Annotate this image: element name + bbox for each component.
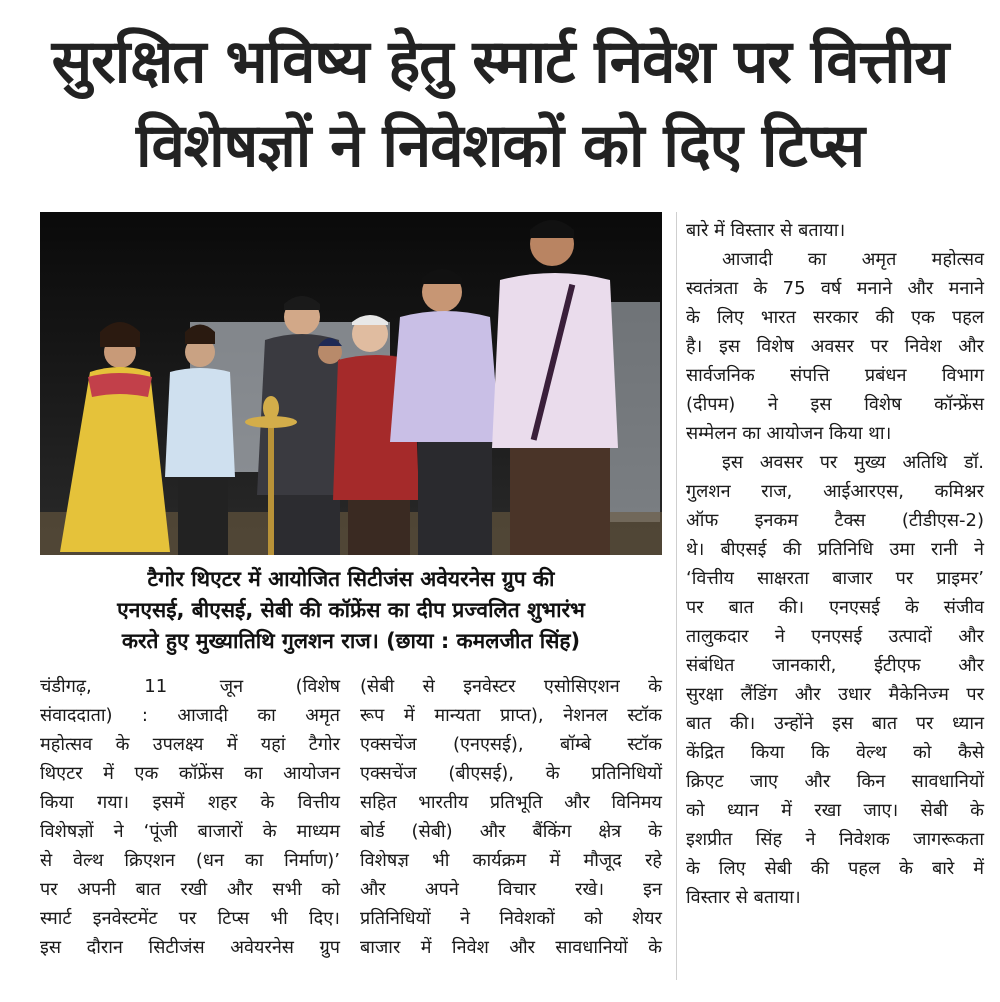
caption-line-2: एनएसई, बीएसई, सेबी की कॉफ्रेंस का दीप प्रज्वलित शुभारंभ	[117, 598, 585, 622]
text-line: थे। बीएसई की प्रतिनिधि उमा रानी ने	[686, 539, 984, 560]
text-line: बाजार में निवेश और सावधानियों के	[360, 937, 662, 958]
text-line: इस अवसर पर मुख्य अतिथि डॉ.	[722, 452, 984, 473]
text-line: आजादी का अमृत महोत्सव	[722, 249, 984, 270]
text-line: इशप्रीत सिंह ने निवेशक जागरूकता	[686, 829, 984, 850]
text-line: के लिए सेबी की पहल के बारे में	[686, 858, 984, 879]
text-line: सहित भारतीय प्रतिभूति और विनिमय	[360, 792, 662, 813]
text-line: किया गया। इसमें शहर के वित्तीय	[40, 792, 340, 813]
text-line: गुलशन राज, आईआरएस, कमिश्नर	[686, 481, 984, 502]
photo-caption	[40, 564, 662, 657]
text-line: के लिए भारत सरकार की एक पहल	[686, 307, 984, 328]
article-column-2	[360, 672, 662, 962]
text-line: थिएटर में एक कॉफ्रेंस का आयोजन	[40, 763, 340, 784]
text-line: चंडीगढ़, 11 जून (विशेष	[40, 676, 340, 697]
text-line: बोर्ड (सेबी) और बैंकिंग क्षेत्र के	[360, 821, 662, 842]
column-divider	[676, 212, 677, 980]
text-line: ‘वित्तीय साक्षरता बाजार पर प्राइमर’	[686, 568, 984, 589]
caption-line-3: करते हुए मुख्यातिथि गुलशन राज। (छाया : कमलजीत सिंह)	[121, 629, 581, 653]
text-line: सुरक्षा लैंडिंग और उधार मैकेनिज्म पर	[686, 684, 984, 705]
text-line: सम्मेलन का आयोजन किया था।	[686, 423, 892, 444]
text-line: विशेषज्ञ भी कार्यक्रम में मौजूद रहे	[360, 850, 662, 871]
text-line: केंद्रित किया कि वेल्थ को कैसे	[686, 742, 984, 763]
text-line: (सेबी से इनवेस्टर एसोसिएशन के	[360, 676, 662, 697]
text-line: स्वतंत्रता के 75 वर्ष मनाने और मनाने	[686, 278, 984, 299]
event-photo	[40, 212, 662, 555]
text-line: और अपने विचार रखे। इन	[360, 879, 662, 900]
text-line: विशेषज्ञों ने ‘पूंजी बाजारों के माध्यम	[40, 821, 340, 842]
article-column-1	[40, 672, 340, 962]
text-line: विस्तार से बताया।	[686, 887, 801, 908]
text-line: स्मार्ट इनवेस्टमेंट पर टिप्स भी दिए।	[40, 908, 340, 929]
text-line: संवाददाता) : आजादी का अमृत	[40, 705, 340, 726]
text-line: पर अपनी बात रखी और सभी को	[40, 879, 340, 900]
text-line: बात की। उन्होंने इस बात पर ध्यान	[686, 713, 984, 734]
text-line: पर बात की। एनएसई के संजीव	[686, 597, 984, 618]
article-column-3	[686, 216, 984, 912]
text-line: क्रिएट जाए और किन सावधानियों	[686, 771, 984, 792]
text-line: इस दौरान सिटीजंस अवेयरनेस ग्रुप	[40, 937, 340, 958]
headline	[0, 20, 1000, 188]
headline-line-1: सुरक्षित भविष्य हेतु स्मार्ट निवेश पर वित्तीय	[51, 27, 949, 97]
text-line: सार्वजनिक संपत्ति प्रबंधन विभाग	[686, 365, 984, 386]
text-line: एक्सचेंज (एनएसई), बॉम्बे स्टॉक	[360, 734, 662, 755]
text-line: (दीपम) ने इस विशेष कॉन्फ्रेंस	[686, 394, 984, 415]
text-line: को ध्यान में रखा जाए। सेबी के	[686, 800, 984, 821]
text-line: संबंधित जानकारी, ईटीएफ और	[686, 655, 984, 676]
text-line: महोत्सव के उपलक्ष्य में यहां टैगोर	[40, 734, 340, 755]
text-line: ऑफ इनकम टैक्स (टीडीएस-2)	[686, 510, 984, 531]
text-line: बारे में विस्तार से बताया।	[686, 220, 846, 241]
text-line: एक्सचेंज (बीएसई), के प्रतिनिधियों	[360, 763, 662, 784]
text-line: प्रतिनिधियों ने निवेशकों को शेयर	[360, 908, 662, 929]
text-line: रूप में मान्यता प्राप्त), नेशनल स्टॉक	[360, 705, 662, 726]
text-line: से वेल्थ क्रिएशन (धन का निर्माण)’	[40, 850, 340, 871]
text-line: है। इस विशेष अवसर पर निवेश और	[686, 336, 984, 357]
caption-line-1: टैगोर थिएटर में आयोजित सिटीजंस अवेयरनेस ग्रुप की	[147, 567, 555, 591]
text-line: तालुकदार ने एनएसई उत्पादों और	[686, 626, 984, 647]
lamp-lighting-photo	[40, 212, 662, 555]
headline-line-2: विशेषज्ञों ने निवेशकों को दिए टिप्स	[135, 111, 865, 181]
